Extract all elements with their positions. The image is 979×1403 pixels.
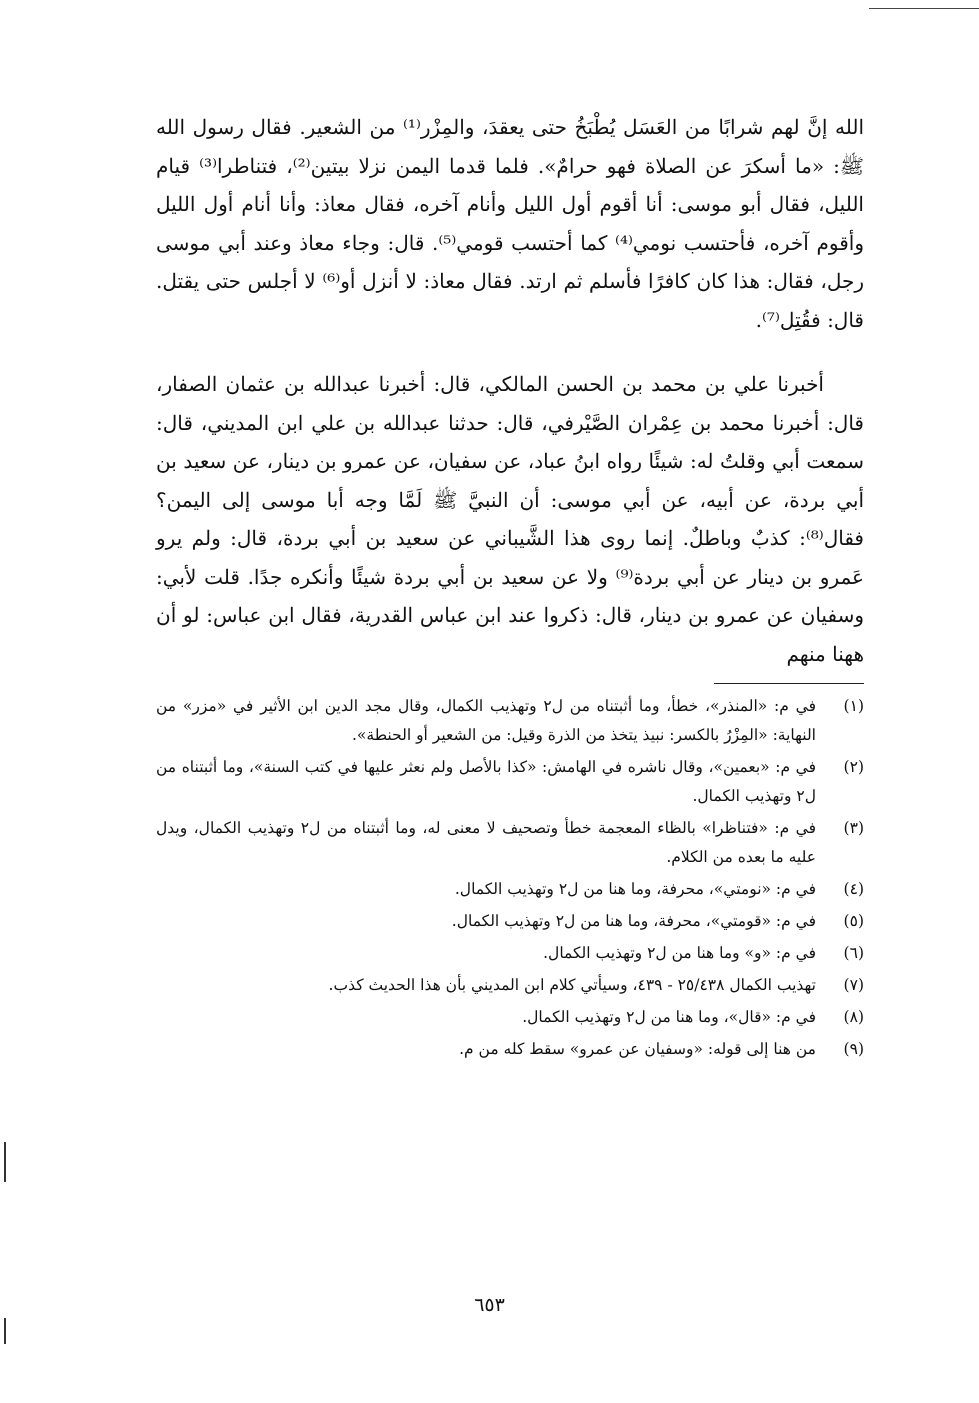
footnote-text: في م: «المنذر»، خطأ، وما أثبتناه من ل٢ وتهذيب الكمال، وقال مجد الدين ابن الأثير في «مزر» من النهاية: «المِزْرُ بالكسر: نبيذ يتخذ من الذرة وقيل: من الشعير أو الحنطة». <box>156 697 816 744</box>
footnote-number: (٦) <box>843 944 864 962</box>
footnote-text: في م: «نومتي»، محرفة، وما هنا من ل٢ وتهذيب الكمال. <box>454 880 816 898</box>
footnote-number: (٣) <box>843 819 864 837</box>
footnote-text: في م: «بعمين»، وقال ناشره في الهامش: «كذا بالأصل ولم نعثر عليها في كتب السنة»، وما أثبتناه من ل٢ وتهذيب الكمال. <box>156 758 816 805</box>
footnote <box>156 875 864 904</box>
footnote-text: في م: «فتناظرا» بالظاء المعجمة خطأ وتصحيف لا معنى له، وما أثبتناه من ل٢ وتهذيب الكمال، ويدل عليه ما بعده من الكلام. <box>156 819 816 866</box>
footnote <box>156 907 864 936</box>
footnote <box>156 971 864 1000</box>
footnote-number: (٩) <box>843 1040 864 1058</box>
paragraph: أخبرنا علي بن محمد بن الحسن المالكي، قال: أخبرنا عبدالله بن عثمان الصفار، قال: أخبرنا محمد بن عِمْران الصَّيْرفي، قال: حدثنا عبدالله بن علي ابن المديني، قال: سمعت أبي وقلتُ له: شيئًا رواه ابنُ عباد، عن سفيان، عن عمرو بن دينار، عن سعيد بن أبي بردة، عن أبيه، عن أبي موسى: أن النبيَّ ﷺ لَمَّا وجه أبا موسى إلى اليمن؟ فقال⁽⁸⁾: كذبٌ وباطلٌ. إنما روى هذا الشَّيباني عن سعيد بن أبي بردة، قال: ولم يرو عَمرو بن دينار عن أبي بردة⁽⁹⁾ ولا عن سعيد بن أبي بردة شيئًا وأنكره جدًا. قلت لأبي: وسفيان عن عمرو بن دينار، قال: ذكروا عند ابن عباس القدرية، فقال ابن عباس: لو أن ههنا منهم <box>156 372 864 666</box>
main-text <box>156 108 864 673</box>
footnote-number: (٤) <box>843 880 864 898</box>
footnote-divider <box>714 683 864 684</box>
footnote <box>156 753 864 811</box>
footnote-number: (١) <box>843 697 864 715</box>
scan-margin-mark <box>4 1142 6 1182</box>
footnote-text: تهذيب الكمال ٢٥/٤٣٨ - ٤٣٩، وسيأتي كلام ابن المديني بأن هذا الحديث كذب. <box>328 976 816 994</box>
footnote-text: في م: «قومتي»، محرفة، وما هنا من ل٢ وتهذيب الكمال. <box>451 912 816 930</box>
paragraph: الله إنَّ لهم شرابًا من العَسَل يُطْبَخُ حتى يعقدَ، والمِزْر⁽¹⁾ من الشعير. فقال رسول الله ﷺ: «ما أسكرَ عن الصلاة فهو حرامٌ». فلما قدما اليمن نزلا بيتين⁽²⁾، فتناطرا⁽³⁾ قيام الليل، فقال أبو موسى: أنا أقوم أول الليل وأنام آخره، فقال معاذ: وأنا أنام أول الليل وأقوم آخره، فأحتسب نومي⁽⁴⁾ كما أحتسب قومي⁽⁵⁾. قال: وجاء معاذ وعند أبي موسى رجل، فقال: هذا كان كافرًا فأسلم ثم ارتد. فقال معاذ: لا أنزل أو⁽⁶⁾ لا أجلس حتى يقتل. قال: فقُتِل⁽⁷⁾. <box>156 115 865 332</box>
footnote-text: من هنا إلى قوله: «وسفيان عن عمرو» سقط كله من م. <box>459 1040 816 1058</box>
footnote <box>156 814 864 872</box>
footnote <box>156 939 864 968</box>
footnote-number: (٨) <box>843 1008 864 1026</box>
footnote-number: (٢) <box>843 758 864 776</box>
footnote <box>156 1035 864 1064</box>
page-number: ٦٥٣ <box>474 1294 505 1316</box>
footnotes <box>156 692 864 1064</box>
footnote-number: (٥) <box>843 912 864 930</box>
footnote <box>156 1003 864 1032</box>
footnote <box>156 692 864 750</box>
scan-edge-line <box>869 8 979 9</box>
footnote-number: (٧) <box>843 976 864 994</box>
footnote-text: في م: «قال»، وما هنا من ل٢ وتهذيب الكمال. <box>522 1008 816 1026</box>
scan-margin-mark <box>4 1318 6 1344</box>
footnote-text: في م: «و» وما هنا من ل٢ وتهذيب الكمال. <box>543 944 816 962</box>
book-page <box>156 108 864 1067</box>
